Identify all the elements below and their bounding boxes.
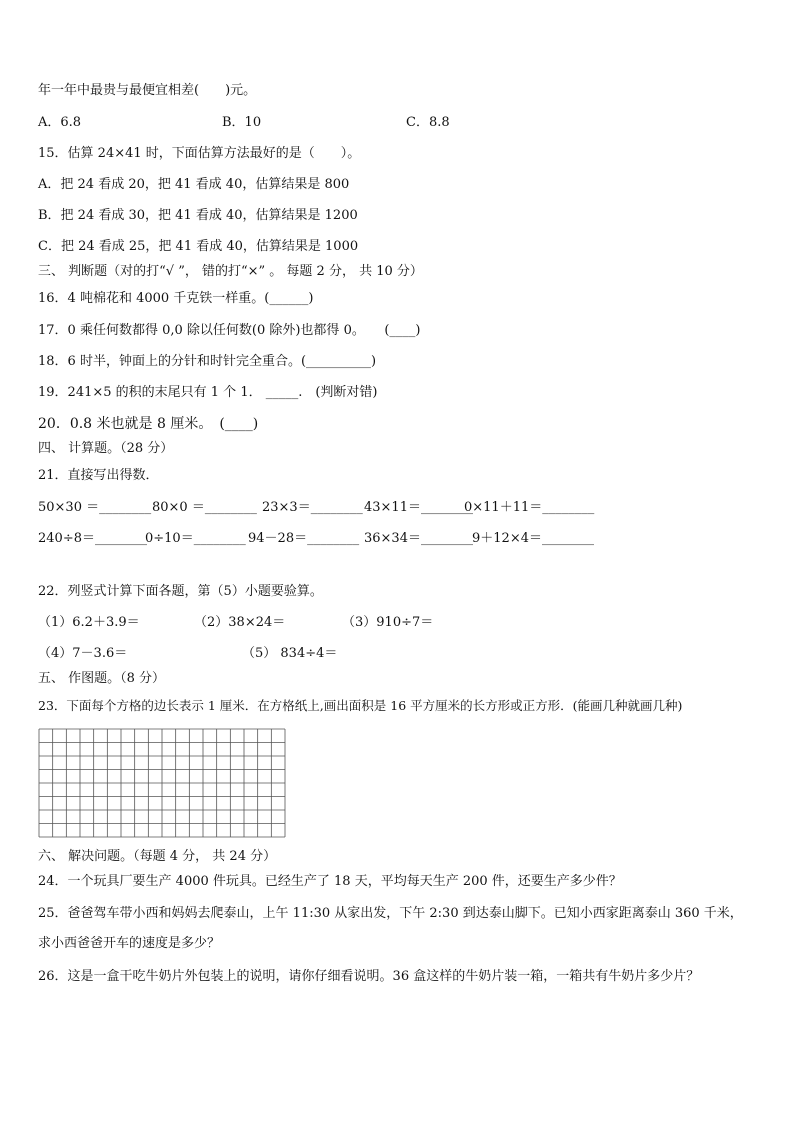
judge-q19: 19．241×5 的积的末尾只有 1 个 1． _____. (判断对错)	[38, 385, 378, 400]
calc-item: 94－28＝________	[248, 531, 360, 546]
q26: 26．这是一盒干吃牛奶片外包装上的说明，请你仔细看说明。36 盒这样的牛奶片装一箱，一箱共有牛奶片多少片？	[38, 969, 700, 984]
q22-stem: 22．列竖式计算下面各题，第（5）小题要验算。	[38, 584, 323, 599]
q24: 24．一个玩具厂要生产 4000 件玩具。已经生产了 18 天，平均每天生产 200 件，还要生产多少件？	[38, 874, 622, 889]
calc-item: 240÷8＝________	[38, 531, 147, 546]
q14-option-b: B．10	[222, 115, 262, 130]
grid-paper	[38, 728, 286, 838]
judge-q18: 18．6 时半，钟面上的分针和时针完全重合。(__________)	[38, 354, 377, 369]
q22-item: （3）910÷7＝	[342, 615, 434, 630]
calc-item: 0÷10＝________	[145, 531, 246, 546]
q14-option-c: C．8.8	[406, 115, 450, 130]
judge-q16: 16．4 吨棉花和 4000 千克铁一样重。(______)	[38, 291, 314, 306]
calc-item: 23×3＝________	[262, 500, 363, 515]
q14-option-a: A．6.8	[38, 115, 82, 130]
section-3-heading: 三、 判断题（对的打“√ ”， 错的打“×” 。 每题 2 分， 共 10 分）	[38, 264, 423, 279]
q15-option-b: B．把 24 看成 30，把 41 看成 40，估算结果是 1200	[38, 208, 358, 223]
q21-stem: 21．直接写出得数．	[38, 468, 159, 483]
q15-option-c: C．把 24 看成 25，把 41 看成 40，估算结果是 1000	[38, 239, 359, 254]
judge-q17: 17．0 乘任何数都得 0,0 除以任何数(0 除外)也都得 0。 (____)	[38, 323, 421, 338]
q15-stem: 15．估算 24×41 时，下面估算方法最好的是（ ）。	[38, 146, 361, 161]
q23-stem: 23．下面每个方格的边长表示 1 厘米．在方格纸上,画出面积是 16 平方厘米的长方形或正方形．(能画几种就画几种)	[38, 698, 683, 713]
q22-item: （5） 834÷4＝	[242, 646, 338, 661]
q25-line-2: 求小西爸爸开车的速度是多少？	[38, 936, 221, 951]
section-5-heading: 五、 作图题。（8 分）	[38, 671, 166, 686]
calc-item: 43×11＝________	[364, 500, 473, 515]
q25-line-1: 25．爸爸驾车带小西和妈妈去爬泰山，上午 11:30 从家出发，下午 2:30 到达泰山脚下。已知小西家距离泰山 360 千米，	[38, 906, 743, 921]
q22-item: （2）38×24＝	[194, 615, 286, 630]
calc-item: 80×0 ＝________	[152, 500, 257, 515]
calc-item: 9＋12×4＝________	[472, 531, 594, 546]
q15-option-a: A．把 24 看成 20，把 41 看成 40，估算结果是 800	[38, 177, 350, 192]
section-4-heading: 四、 计算题。（28 分）	[38, 441, 174, 456]
q22-item: （4）7－3.6＝	[38, 646, 128, 661]
section-6-heading: 六、 解决问题。（每题 4 分， 共 24 分）	[38, 849, 277, 864]
judge-q20: 20．0.8 米也就是 8 厘米。 (____)	[38, 416, 259, 432]
calc-item: 36×34＝________	[364, 531, 473, 546]
calc-item: 50×30 ＝________	[38, 500, 152, 515]
q22-item: （1）6.2＋3.9＝	[38, 615, 140, 630]
q14-tail: 年一年中最贵与最便宜相差( )元。	[38, 83, 257, 98]
calc-item: 0×11＋11＝________	[464, 500, 595, 515]
